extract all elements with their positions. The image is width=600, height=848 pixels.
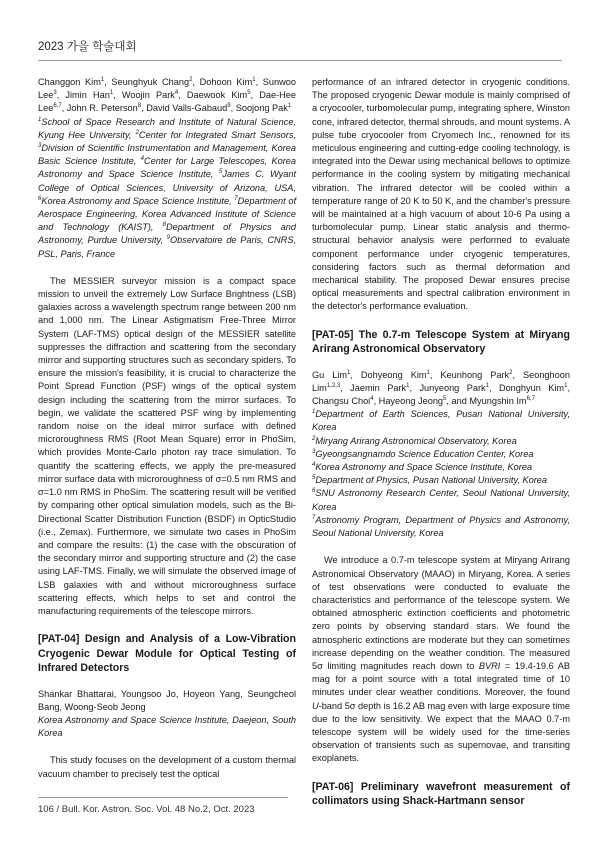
pat04-abstract-start: This study focuses on the development of a custom thermal vacuum chamber to precisely test the optical bbox=[38, 755, 296, 779]
pat06-title: [PAT-06] Preliminary wavefront measurement of collimators using Shack-Hartmann sensor bbox=[312, 780, 570, 808]
pat05-title: [PAT-05] The 0.7-m Telescope System at Miryang Arirang Astronomical Observatory bbox=[312, 328, 570, 356]
pat05-affiliations: $^1$Department of Earth Sciences, Pusan National University, Korea $^2$Miryang Arirang Astronomical Observatory, Korea $^3$Gyeongsangnamdo Science Education Center, Korea $^4$Korea Astronomy and Space Science Institute, Korea $^5$Department of Physics, Pusan National University, Korea $^6$SNU Astronomy Research Center, Seoul National University, Korea $^7$Astronomy Program, Department of Physics and Astronomy, Seoul National University, Korea bbox=[312, 409, 570, 539]
messier-authors: Changgon Kim$^1$, Seunghyuk Chang$^2$, Dohoon Kim$^1$, Sunwoo Lee$^3$, Jimin Han$^1$, Woojin Park$^4$, Daewook Kim$^5$, Dae-Hee Lee$^{6,7}$, John R. Peterson$^8$, David Valls-Gabaud$^9$, Soojong Pak$^1$ bbox=[38, 76, 297, 114]
page-footer: 106 / Bull. Kor. Astron. Soc. Vol. 48 No.2, Oct. 2023 bbox=[38, 804, 255, 815]
messier-affiliations: $^1$School of Space Research and Institute of Natural Science, Kyung Hee University, $^2$Center for Integrated Smart Sensors, $^3$Division of Scientific Instrumentation and Management, Korea Basic Science Institute, $^4$Center for Large Telescopes, Korea Astronomy and Space Science Institute, $^5$James C. Wyant College of Optical Sciences, University of Arizona, USA, $^6$Korea Astronomy and Space Science Institute, $^7$Department of Aerospace Engineering, Korea Advanced Institute of Science and Technology (KAIST), $^8$Department of Physics and Astronomy, Purdue University, $^9$Observatoire de Paris, CNRS, PSL, Paris, France bbox=[38, 116, 297, 259]
header-rule bbox=[38, 60, 562, 61]
left-column bbox=[38, 76, 296, 781]
pat05-abstract: We introduce a 0.7-m telescope system at Miryang Arirang Astronomical Observatory (MAAO) in Miryang, Korea. A series of test observations were conducted to evaluate the characteristics and performance of the telescope system. We obtained atmospheric extinction coefficients and photometric zero points by observing standard stars. We found the atmospheric extinctions are moderate but they can sometimes increase depending on the weather condition. The measured 5σ limiting magnitudes reach down to BVRI = 19.4-19.6 AB mag for a point source with a total integrated time of 10 minutes under clear weather conditions. Moreover, the found U-band 5σ depth is 16.2 AB mag even with large exposure time due to the low sensitivity. We expect that the MAAO 0.7-m telescope system will be widely used for the time-series observation of transients such as supernovae, and transiting exoplanets. bbox=[312, 555, 570, 764]
footer-rule bbox=[38, 797, 288, 798]
messier-abstract: The MESSIER surveyor mission is a compact space mission to unveil the extremely Low Surface Brightness (LSB) galaxies across a wavelength spectrum range between 200 nm and 1,000 nm. The Linear Astigmatism Free-Three Mirror System (LAF-TMS) optical design of the MESSIER satellite suppresses the diffraction and scattering from the secondary mirror and supporting structures such as secondary spiders. To ensure the mission's feasibility, it is crucial to characterize the Point Spread Function (PSF) wings of the optical system design including the scattering from the mirror surfaces. To begin, we validate the scattered PSF wing by implementing random noise on the ideal mirror surface with defined microroughness RMS (Root Mean Square) error in PhoSim, which provides Monte-Carlo photon ray trace simulation. To quantify the scattering effects, we apply the pre-measured mirror surface data with microroughness of σ=0.5 nm RMS and σ=1.0 nm RMS in PhoSim. The scattering result will be verified by comparing other optical simulation models, such as the Bi-Directional Scatter Distribution Function (BSDF) in OpticStudio (i.e., Zemax). Furthermore, we simulate two cases in PhoSim and compare the results: (1) the case with the obscuration of the secondary mirror and supporting structure and (2) the case using LAF-TMS. Finally, we will simulate the observed image of LSB galaxies with and without microroughness surface scattering effects, which helps to set and control the manufacturing requirements of the telescope mirrors. bbox=[38, 275, 296, 616]
pat05-authors: Gu Lim$^1$, Dohyeong Kim$^1$, Keunhong Park$^2$, Seonghoon Lim$^{1,2,3}$, Jaemin Park$^1$, Junyeong Park$^1$, Donghyun Kim$^1$, Changsu Choi$^4$, Hayeong Jeong$^5$, and Myungshin Im$^{6,7}$ bbox=[312, 369, 570, 407]
page-header: 2023 가을 학술대회 bbox=[38, 41, 137, 53]
pat04-title: [PAT-04] Design and Analysis of a Low-Vibration Cryogenic Dewar Module for Optical Testing of Infrared Detectors bbox=[38, 633, 296, 675]
pat04-authors: Shankar Bhattarai, Youngsoo Jo, Hoyeon Yang, Seungcheol Bang, Woong-Seob Jeong bbox=[38, 688, 296, 712]
right-column bbox=[312, 76, 570, 809]
pat04-abstract-continued: performance of an infrared detector in cryogenic conditions. The proposed cryogenic Dewar module is mainly comprised of a cryocooler, turbomolecular pump, integrating sphere, Winston cone, infrared detector, thermal shrouds, and mount systems. A pulse tube cryocooler from Cryomech Inc., renowned for its meticulous engineering and cutting-edge cooling technology, is integrated into the Dewar using mechanical bellows to optimize performance in the cooling system by mitigating mechanical vibration. The infrared detector will be cooled within a temperature range of 20 K to 50 K, and the chamber's pressure will be maintained at a high vacuum of about 10-6 Pa using a turbomolecular pump. Linear static analysis and thermo-structural behavior analysis were performed to evaluate component performance under cryogenic temperatures, considering factors such as thermal deformation and mechanical stability. The proposed Dewar ensures precise optical measurements and spectral calibration environment in the detector's performance evaluation. bbox=[312, 77, 570, 312]
pat04-affiliation: Korea Astronomy and Space Science Institute, Daejeon, South Korea bbox=[38, 715, 296, 739]
